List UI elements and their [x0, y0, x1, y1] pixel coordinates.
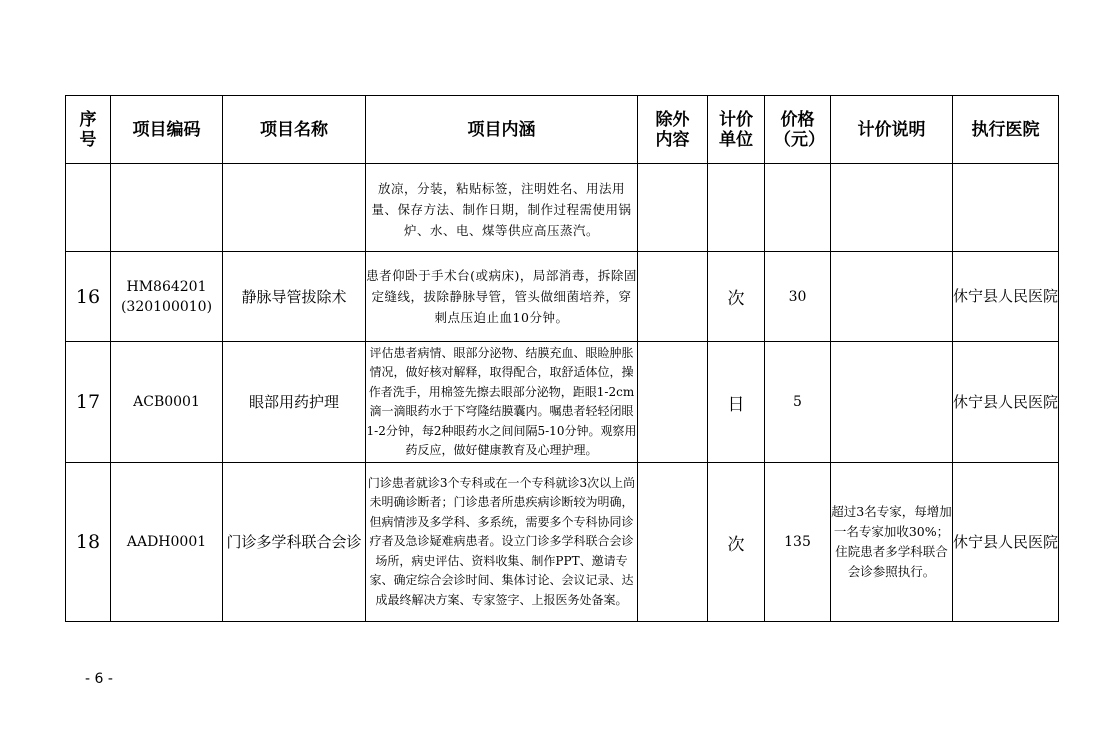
price-cell: 135: [765, 463, 831, 622]
unit-cell: 日: [708, 342, 765, 463]
notes-cell: [831, 252, 953, 342]
table-row-continuation: [66, 164, 1059, 252]
header-notes: 计价说明: [831, 96, 953, 164]
code-cell: [111, 342, 223, 463]
exclusions-cell: [638, 252, 708, 342]
seq-cell: 17: [66, 342, 111, 463]
seq-cell: 16: [66, 252, 111, 342]
hospital-cell: 休宁县人民医院: [953, 463, 1059, 622]
price-table: [65, 95, 1059, 622]
name-cell: 门诊多学科联合会诊: [223, 463, 366, 622]
code-secondary: (320100010): [120, 298, 213, 315]
notes-cell: [831, 342, 953, 463]
code-cell: [111, 463, 223, 622]
hospital-cell: 休宁县人民医院: [953, 342, 1059, 463]
header-code: 项目编码: [111, 96, 223, 164]
name-cell: 静脉导管拔除术: [223, 252, 366, 342]
header-hospital: 执行医院: [953, 96, 1059, 164]
header-content: 项目内涵: [366, 96, 638, 164]
table-row: [66, 252, 1059, 342]
header-seq: 序号: [66, 96, 111, 164]
content-cell: 放凉，分装，粘贴标签，注明姓名、用法用量、保存方法、制作日期，制作过程需使用锅炉、水、电、煤等供应高压蒸汽。: [366, 164, 638, 252]
content-cell: 患者仰卧于手术台(或病床)，局部消毒，拆除固定缝线，拔除静脉导管，管头做细菌培养，穿刺点压迫止血10分钟。: [366, 252, 638, 342]
table-row: [66, 342, 1059, 463]
exclusions-cell: [638, 463, 708, 622]
code-cell: [111, 252, 223, 342]
name-cell: 眼部用药护理: [223, 342, 366, 463]
notes-cell: 超过3名专家，每增加一名专家加收30%；住院患者多学科联合会诊参照执行。: [831, 463, 953, 622]
code-primary: HM864201: [126, 278, 207, 295]
seq-cell: 18: [66, 463, 111, 622]
table-header-row: [66, 96, 1059, 164]
code-primary: AADH0001: [126, 534, 207, 550]
unit-cell: 次: [708, 252, 765, 342]
header-price: 价格（元）: [765, 96, 831, 164]
table-row: [66, 463, 1059, 622]
header-exclusions: 除外内容: [638, 96, 708, 164]
content-cell: 评估患者病情、眼部分泌物、结膜充血、眼睑肿胀情况，做好核对解释，取得配合，取舒适体位，操作者洗手，用棉签先擦去眼部分泌物，距眼1-2cm滴一滴眼药水于下穹隆结膜囊内。嘱患者轻轻闭眼1-2分钟，每2种眼药水之间间隔5-10分钟。观察用药反应，做好健康教育及心理护理。: [366, 342, 638, 463]
exclusions-cell: [638, 342, 708, 463]
page-number: - 6 -: [85, 671, 113, 687]
price-cell: 5: [765, 342, 831, 463]
header-unit: 计价单位: [708, 96, 765, 164]
content-cell: 门诊患者就诊3个专科或在一个专科就诊3次以上尚未明确诊断者；门诊患者所患疾病诊断较为明确，但病情涉及多学科、多系统，需要多个专科协同诊疗者及急诊疑难病患者。设立门诊多学科联合会诊场所，病史评估、资料收集、制作PPT、邀请专家、确定综合会诊时间、集体讨论、会议记录、达成最终解决方案、专家签字、上报医务处备案。: [366, 463, 638, 622]
header-name: 项目名称: [223, 96, 366, 164]
unit-cell: 次: [708, 463, 765, 622]
price-cell: 30: [765, 252, 831, 342]
hospital-cell: 休宁县人民医院: [953, 252, 1059, 342]
code-primary: ACB0001: [133, 394, 200, 410]
